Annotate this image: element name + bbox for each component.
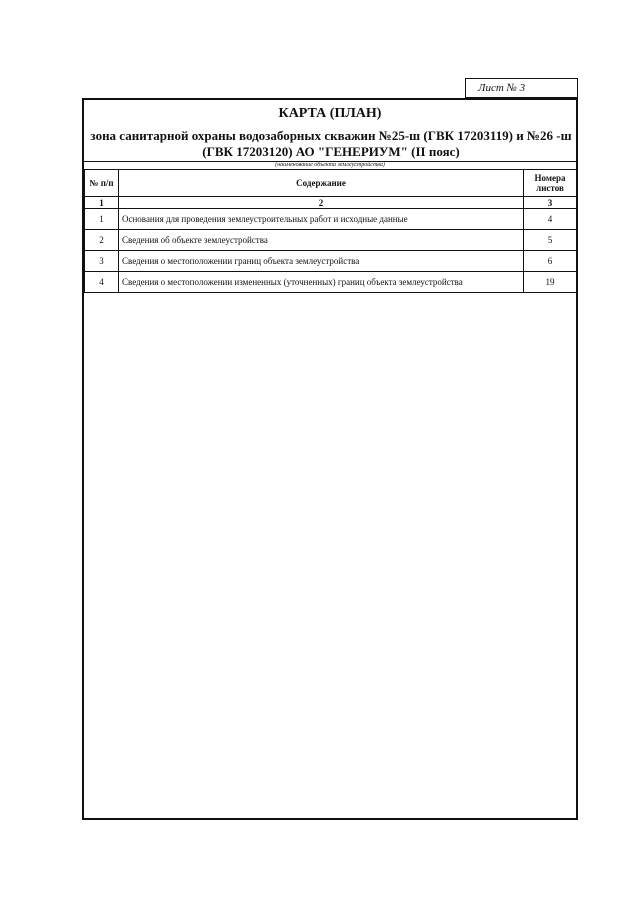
row-number: 4	[85, 272, 119, 293]
row-number: 2	[85, 230, 119, 251]
subtitle-caption: (наименование объекта землеустройства)	[275, 162, 385, 168]
row-content: Сведения о местоположении измененных (уточненных) границ объекта землеустройства	[119, 272, 524, 293]
row-content: Сведения о местоположении границ объекта землеустройства	[119, 251, 524, 272]
row-pages: 19	[524, 272, 577, 293]
document-title: КАРТА (ПЛАН)	[278, 106, 382, 121]
row-pages: 4	[524, 209, 577, 230]
row-number: 3	[85, 251, 119, 272]
row-number: 1	[85, 209, 119, 230]
column-number: 1	[85, 197, 119, 209]
column-number-row	[85, 197, 577, 209]
table-row	[85, 251, 577, 272]
row-pages: 5	[524, 230, 577, 251]
row-content: Сведения об объекте землеустройства	[119, 230, 524, 251]
sheet-number-box	[465, 78, 578, 98]
document-frame	[82, 98, 578, 820]
table-row	[85, 230, 577, 251]
table-row	[85, 272, 577, 293]
row-pages: 6	[524, 251, 577, 272]
column-number: 3	[524, 197, 577, 209]
contents-table	[84, 169, 577, 293]
document-subtitle: зона санитарной охраны водозаборных скважин №25-ш (ГВК 17203119) и №26 -ш (ГВК 17203120) АО "ГЕНЕРИУМ" (II пояс)	[90, 128, 572, 159]
column-number: 2	[119, 197, 524, 209]
header-content: Содержание	[119, 170, 524, 197]
row-content: Основания для проведения землеустроительных работ и исходные данные	[119, 209, 524, 230]
header-pages: Номера листов	[524, 170, 577, 197]
table-row	[85, 209, 577, 230]
table-header-row	[85, 170, 577, 197]
sheet-number-label: Лист № 3	[478, 82, 526, 94]
header-num: № п/п	[85, 170, 119, 197]
